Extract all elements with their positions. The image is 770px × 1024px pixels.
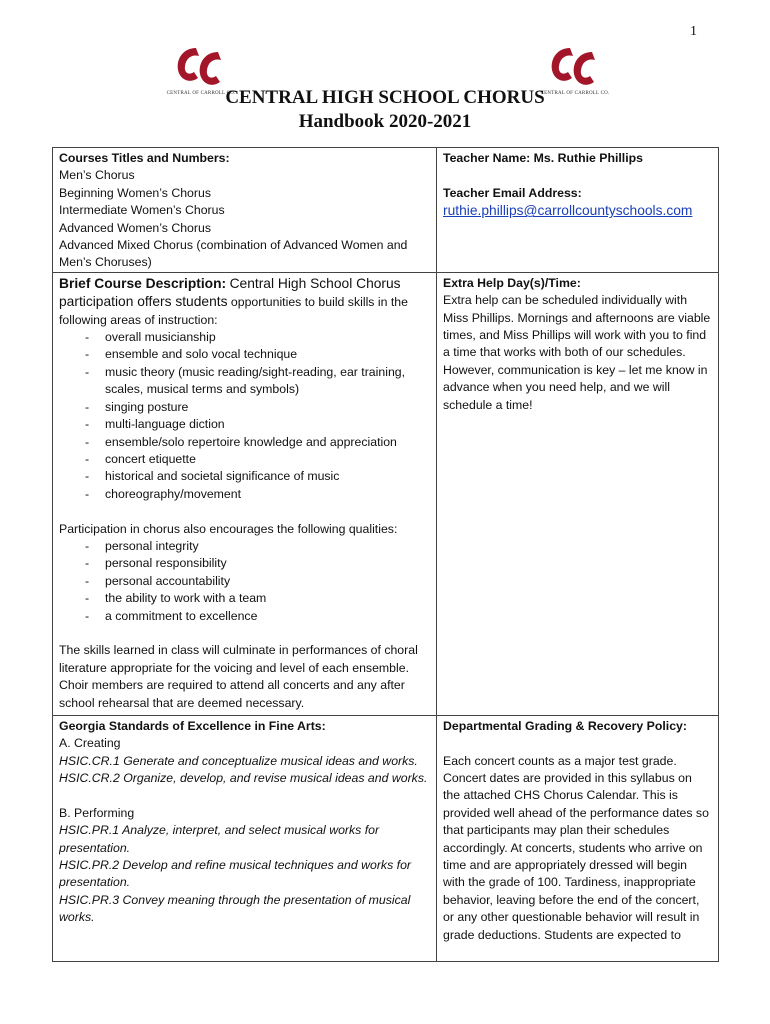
extra-help-text: Extra help can be scheduled individually with Miss Phillips. Mornings and afternoons are viable times, and Miss Phillips will work with you to find a time that works with both of our schedules. However, communication is key – let me know in advance when you need help, and we will schedule a time!	[443, 293, 711, 412]
qualities-intro: Participation in chorus also encourages the following qualities:	[59, 521, 398, 536]
description-intro-a: Central High School Chorus participation offers students	[59, 275, 401, 310]
list-item: - singing posture	[85, 399, 430, 416]
course-item: Beginning Women’s Chorus	[59, 185, 211, 200]
page-number: 1	[690, 24, 697, 39]
logo-caption: CENTRAL OF CARROLL CO.	[540, 91, 610, 96]
list-item: - personal integrity	[85, 538, 430, 555]
course-item: Advanced Women’s Chorus	[59, 220, 211, 235]
qualities-list	[59, 538, 430, 625]
list-item: - music theory (music reading/sight-reading, ear training, scales, musical terms and symbols)	[85, 364, 430, 399]
table-row	[53, 715, 719, 961]
list-item: - overall musicianship	[85, 329, 430, 346]
document-subtitle: Handbook 2020-2021	[298, 111, 472, 132]
table-row	[53, 272, 719, 715]
document-title: CENTRAL HIGH SCHOOL CHORUS	[225, 87, 545, 108]
standard-item: HSIC.PR.1 Analyze, interpret, and select musical works for presentation.	[59, 823, 380, 855]
list-item: - a commitment to excellence	[85, 608, 430, 625]
extra-help-heading: Extra Help Day(s)/Time:	[443, 275, 581, 290]
list-item: - multi-language diction	[85, 416, 430, 433]
courses-heading: Courses Titles and Numbers:	[59, 151, 230, 165]
description-cell	[53, 272, 437, 715]
teacher-email-link[interactable]: ruthie.phillips@carrollcountyschools.com	[443, 203, 693, 219]
description-intro-b: opportunities to build skills in the following areas of instruction:	[59, 295, 408, 327]
grading-text: Each concert counts as a major test grade. Concert dates are provided in this syllabus on the attached CHS Chorus Calendar. This is provided well ahead of the performance dates so that participants may plan their schedules accordingly. At concerts, students who arrive on time and are appropriately dressed will begin with the grade of 100. Tardiness, inappropriate behavior, leaving before the end of the concert, or any other questionable behavior will result in grade deductions. Students are expected to	[443, 753, 709, 942]
teacher-cell	[437, 148, 719, 273]
performing-label: B. Performing	[59, 805, 135, 820]
skills-list	[59, 329, 430, 503]
list-item: - the ability to work with a team	[85, 590, 430, 607]
course-item: Advanced Mixed Chorus (combination of Advanced Women and Men’s Choruses)	[59, 238, 408, 270]
cc-logo-icon	[172, 42, 230, 90]
list-item: - personal responsibility	[85, 555, 430, 572]
standard-item: HSIC.PR.2 Develop and refine musical techniques and works for presentation.	[59, 858, 411, 890]
standards-cell	[53, 715, 437, 961]
standards-heading: Georgia Standards of Excellence in Fine Arts:	[59, 718, 326, 733]
standard-item: HSIC.PR.3 Convey meaning through the presentation of musical works.	[59, 892, 411, 925]
cc-logo-icon	[546, 42, 604, 90]
extra-help-cell	[437, 272, 719, 715]
list-item: - ensemble/solo repertoire knowledge and appreciation	[85, 434, 430, 451]
table-row	[53, 148, 719, 273]
logo-caption: CENTRAL OF CARROLL CO.	[166, 91, 236, 96]
list-item: - concert etiquette	[85, 451, 430, 468]
syllabus-table	[52, 147, 719, 962]
grading-cell	[437, 715, 719, 961]
teacher-name: Teacher Name: Ms. Ruthie Phillips	[443, 151, 643, 165]
list-item: - choreography/movement	[85, 486, 430, 503]
course-item: Men’s Chorus	[59, 168, 135, 183]
standard-item: HSIC.CR.1 Generate and conceptualize musical ideas and works.	[59, 753, 418, 768]
list-item: - personal accountability	[85, 573, 430, 590]
description-closing: The skills learned in class will culminate in performances of choral literature appropriate for the voicing and level of each ensemble. Choir members are required to attend all concerts and any after school rehearsal that are deemed necessary.	[59, 643, 418, 710]
standard-item: HSIC.CR.2 Organize, develop, and revise musical ideas and works.	[59, 771, 428, 786]
list-item: - ensemble and solo vocal technique	[85, 346, 430, 363]
course-item: Intermediate Women’s Chorus	[59, 203, 225, 218]
description-heading: Brief Course Description:	[59, 275, 227, 291]
grading-heading: Departmental Grading & Recovery Policy:	[443, 718, 687, 733]
courses-cell	[53, 148, 437, 273]
list-item: - historical and societal significance of music	[85, 468, 430, 485]
creating-label: A. Creating	[59, 736, 121, 751]
teacher-email-label: Teacher Email Address:	[443, 185, 582, 200]
